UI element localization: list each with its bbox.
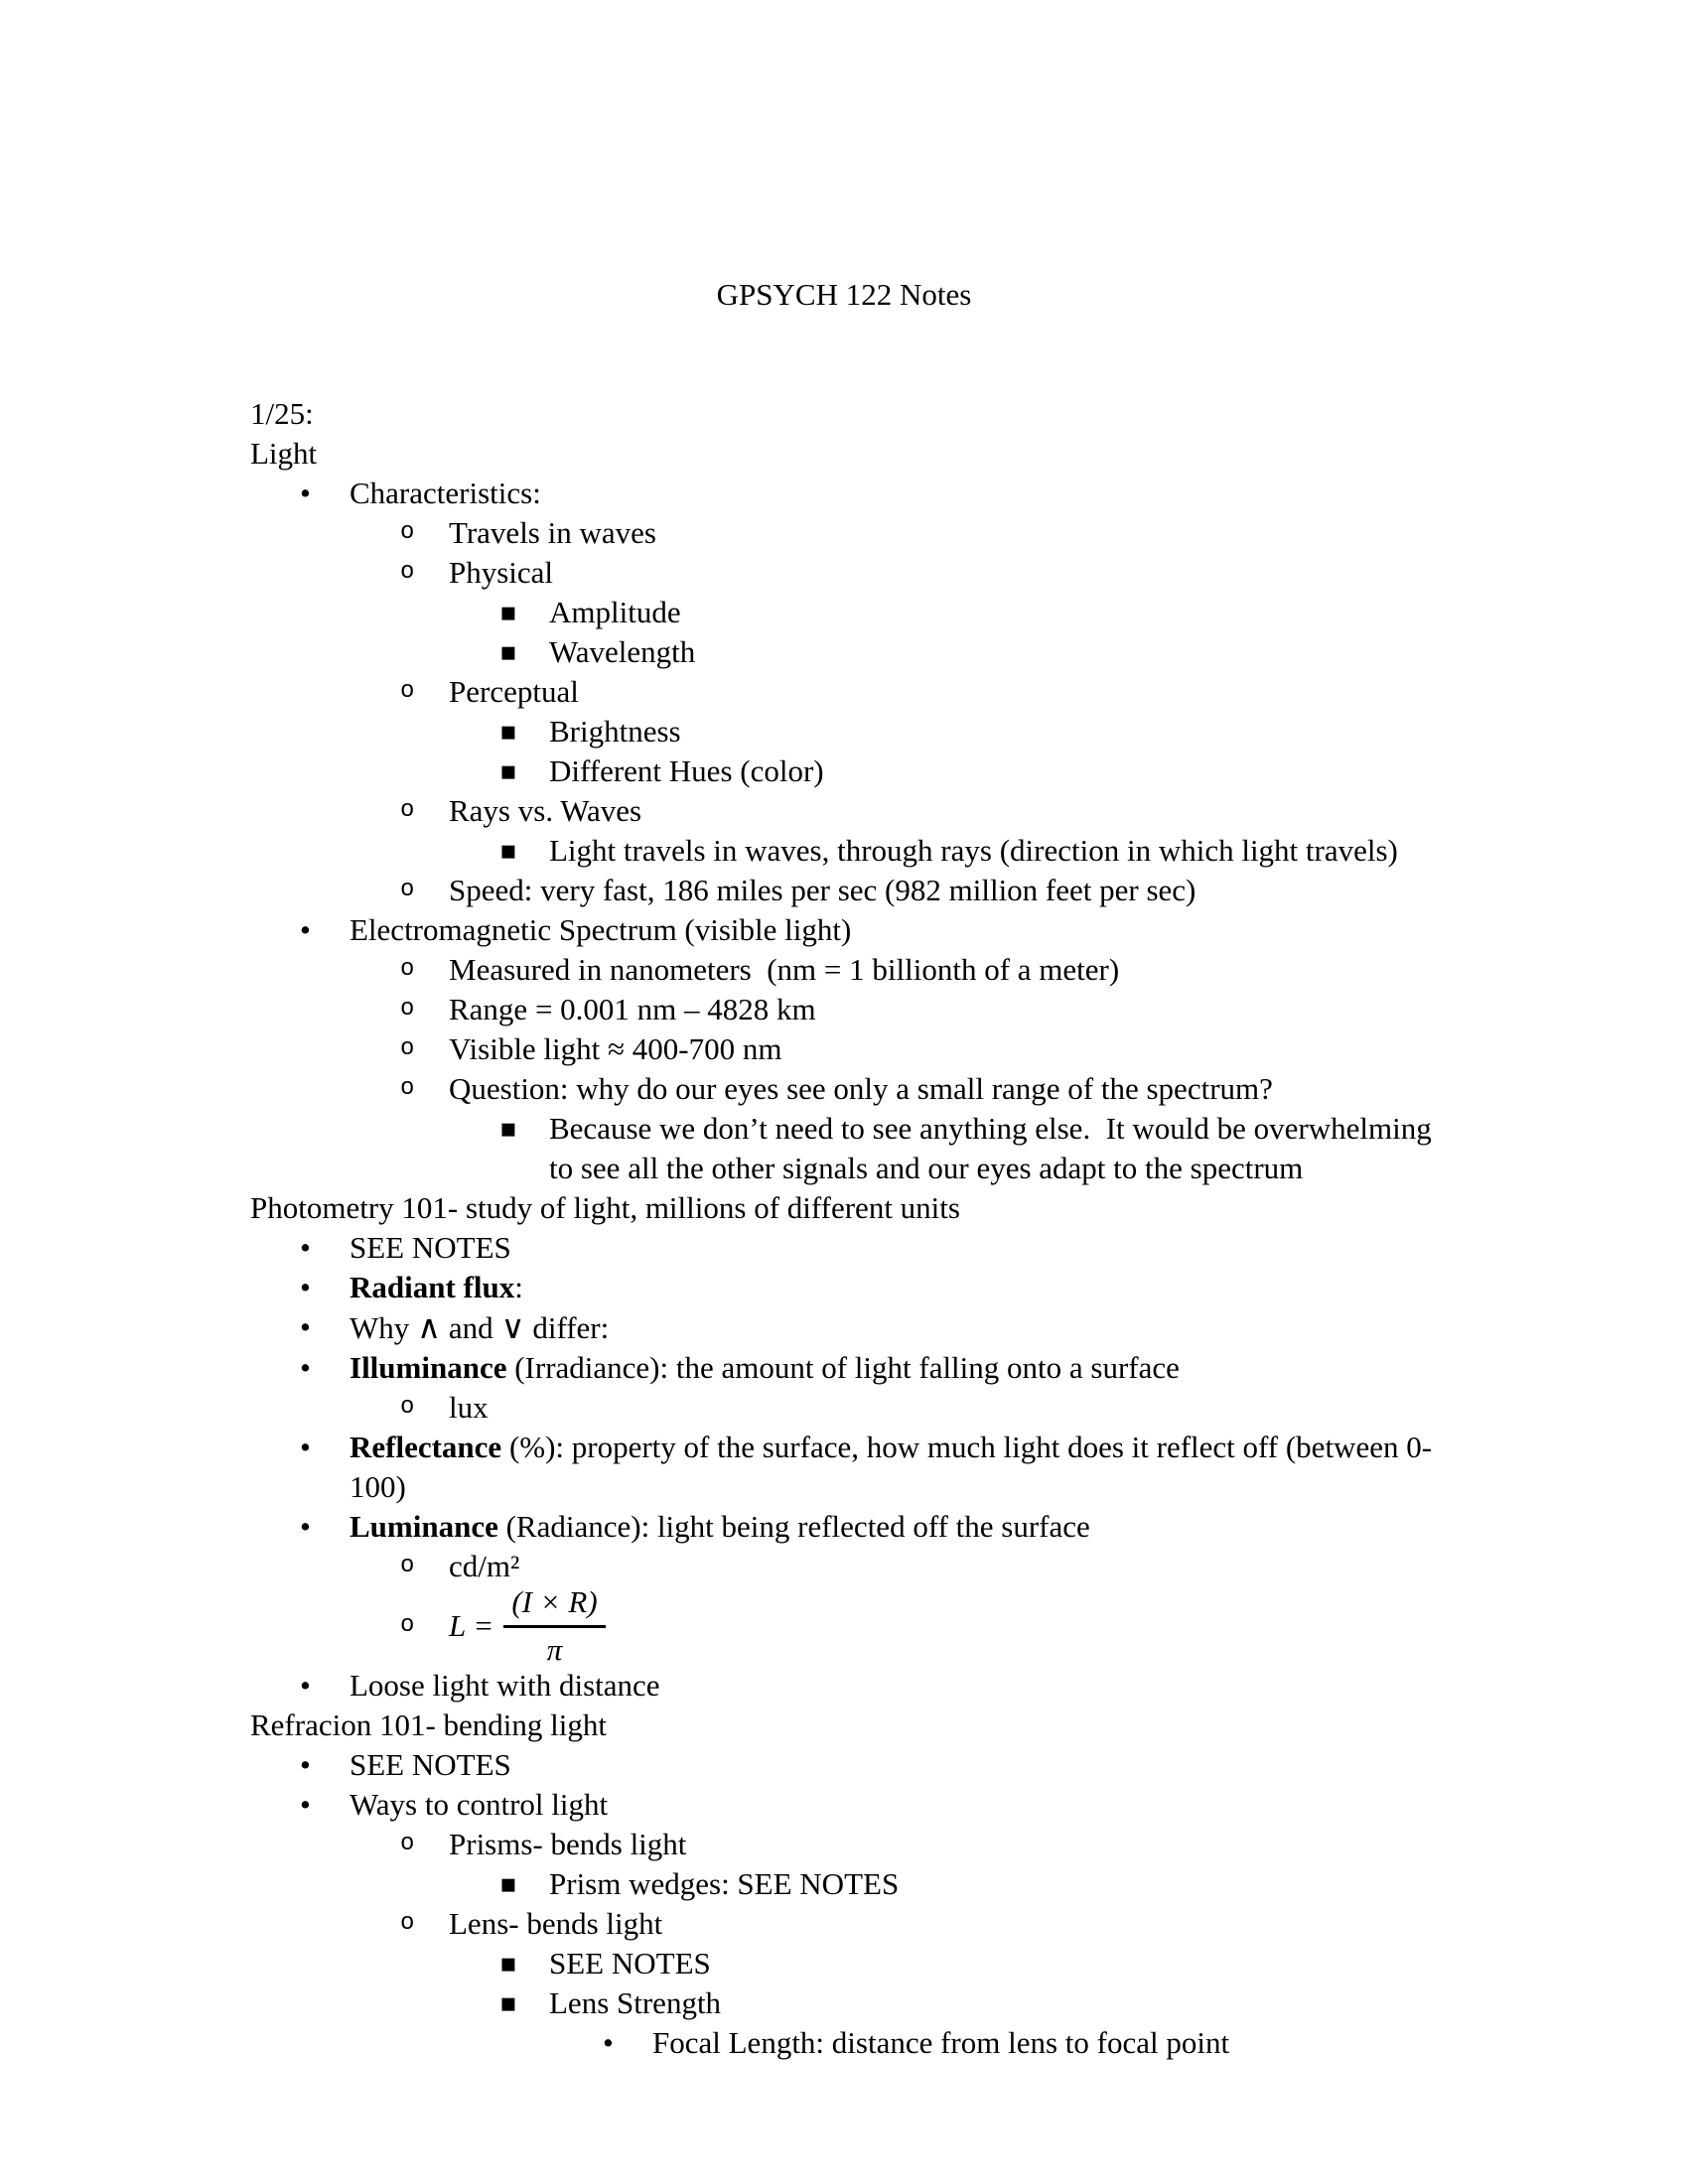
formula-numerator: (I × R) — [503, 1582, 605, 1628]
formula-line — [250, 1586, 1438, 1666]
math-symbol: ∨ — [500, 1307, 525, 1346]
bullet-circle-icon: o — [400, 1035, 415, 1062]
bullet-disc-icon: • — [300, 1309, 311, 1344]
bullet-circle-icon: o — [400, 519, 415, 546]
math-symbol: ∧ — [417, 1307, 442, 1346]
line-text: Different Hues (color) — [549, 753, 824, 788]
line-text: Loose light with distance — [350, 1668, 660, 1703]
bullet-circle-icon: o — [400, 1910, 415, 1937]
bullet-disc-icon: • — [300, 1747, 311, 1782]
bullet-square-icon: ▪ — [499, 598, 517, 627]
bullet-square-icon: ▪ — [499, 717, 517, 747]
list-item — [250, 1745, 1438, 1785]
list-item — [250, 632, 1438, 672]
bullet-square-icon: ▪ — [499, 836, 517, 866]
bullet-disc-icon: • — [300, 476, 311, 510]
bullet-circle-icon: o — [400, 559, 415, 586]
list-item — [250, 1547, 1438, 1586]
list-item — [250, 1307, 1438, 1348]
bullet-circle-icon: o — [400, 956, 415, 983]
bullet-circle-icon: o — [400, 1612, 415, 1639]
line-text: (Radiance): light being reflected off the surface — [497, 1509, 1090, 1544]
line-text: Lens- bends light — [449, 1906, 663, 1941]
bullet-circle-icon: o — [400, 678, 415, 705]
line-text: Travels in waves — [449, 515, 656, 550]
list-item — [250, 1825, 1438, 1864]
line-text: Refracion 101- bending light — [250, 1707, 607, 1742]
line-text: and — [441, 1310, 501, 1345]
line-text: Reflectance — [350, 1430, 502, 1464]
list-item — [250, 950, 1438, 990]
line-text: Rays vs. Waves — [449, 793, 642, 828]
bullet-square-icon: ▪ — [499, 637, 517, 667]
line-text: Characteristics: — [350, 476, 541, 510]
list-item — [250, 1785, 1438, 1825]
list-item — [250, 910, 1438, 950]
list-item — [250, 1268, 1438, 1307]
bullet-disc-icon: • — [300, 1270, 311, 1304]
bullet-disc-icon: • — [300, 1787, 311, 1822]
line-text: Photometry 101- study of light, millions of different units — [250, 1190, 960, 1225]
line-text: cd/m² — [449, 1549, 520, 1583]
luminance-formula — [449, 1586, 606, 1666]
formula-fraction — [503, 1582, 605, 1670]
bullet-circle-icon: o — [400, 1553, 415, 1579]
list-item — [250, 1944, 1438, 1983]
line-text: Prisms- bends light — [449, 1827, 687, 1861]
line-text: Lens Strength — [549, 1985, 722, 2020]
document-title: GPSYCH 122 Notes — [716, 277, 972, 312]
bullet-disc-icon: • — [300, 1430, 311, 1464]
bullet-disc-icon: • — [300, 1350, 311, 1385]
line-text: Perceptual — [449, 674, 579, 709]
line-text: (%): property of the surface, how much light does it reflect off (between 0-100) — [350, 1430, 1433, 1504]
bullet-disc-icon: • — [300, 1509, 311, 1544]
line-text: Measured in nanometers (nm = 1 billionth of a meter) — [449, 952, 1120, 987]
list-item — [250, 1983, 1438, 2023]
line-text: SEE NOTES — [350, 1230, 511, 1265]
list-item — [250, 1428, 1438, 1507]
line-text: Focal Length: distance from lens to focal point — [652, 2025, 1230, 2060]
line-text: (Irradiance): the amount of light falling onto a surface — [506, 1350, 1180, 1385]
line-text: Question: why do our eyes see only a small range of the spectrum? — [449, 1071, 1273, 1106]
line-text: differ: — [524, 1310, 610, 1345]
list-item — [250, 474, 1438, 513]
list-item — [250, 1507, 1438, 1547]
list-item — [250, 1348, 1438, 1388]
bullet-circle-icon: o — [400, 996, 415, 1023]
paragraph — [250, 1188, 1438, 1228]
line-text: Luminance — [350, 1509, 498, 1544]
bullet-square-icon: ▪ — [499, 1114, 517, 1144]
list-item — [250, 513, 1438, 553]
line-text: Radiant flux — [350, 1270, 515, 1304]
line-text: SEE NOTES — [549, 1946, 711, 1980]
list-item — [250, 593, 1438, 632]
list-item — [250, 831, 1438, 871]
paragraph — [250, 434, 1438, 474]
document-body — [250, 394, 1438, 2063]
formula-denominator: π — [546, 1632, 563, 1667]
list-item — [250, 672, 1438, 712]
line-text: SEE NOTES — [350, 1747, 511, 1782]
line-text: Speed: very fast, 186 miles per sec (982 million feet per sec) — [449, 873, 1196, 907]
paragraph — [250, 1706, 1438, 1745]
line-text: Electromagnetic Spectrum (visible light) — [350, 912, 852, 947]
list-item — [250, 1388, 1438, 1428]
line-text: Brightness — [549, 714, 681, 749]
line-text: Visible light ≈ 400-700 nm — [449, 1031, 782, 1066]
bullet-disc-icon: • — [300, 1668, 311, 1703]
bullet-square-icon: ▪ — [499, 1988, 517, 2018]
list-item — [250, 1029, 1438, 1069]
line-text: lux — [449, 1390, 489, 1425]
line-text: Amplitude — [549, 595, 681, 629]
list-item — [250, 990, 1438, 1029]
list-item — [250, 791, 1438, 831]
list-item — [250, 1069, 1438, 1109]
paragraph — [250, 394, 1438, 434]
bullet-circle-icon: o — [400, 1831, 415, 1857]
line-text: Prism wedges: SEE NOTES — [549, 1866, 900, 1901]
list-item — [250, 871, 1438, 910]
document-content — [250, 196, 1438, 2142]
line-text: Why — [350, 1310, 418, 1345]
bullet-circle-icon: o — [400, 1394, 415, 1421]
list-item — [250, 751, 1438, 791]
bullet-circle-icon: o — [400, 1075, 415, 1102]
bullet-square-icon: ▪ — [499, 756, 517, 786]
list-item — [250, 553, 1438, 593]
formula-lhs: L = — [449, 1608, 494, 1643]
bullet-square-icon: ▪ — [499, 1949, 517, 1979]
list-item — [250, 712, 1438, 751]
line-text: Wavelength — [549, 634, 696, 669]
bullet-square-icon: ▪ — [499, 1869, 517, 1899]
bullet-circle-icon: o — [400, 797, 415, 824]
line-text: Because we don’t need to see anything else. It would be overwhelming to see all the other signals and our eyes adapt to the spectrum — [549, 1111, 1440, 1185]
line-text: Light — [250, 436, 318, 471]
list-item — [250, 1666, 1438, 1706]
bullet-disc-icon: • — [603, 2025, 614, 2060]
bullet-disc-icon: • — [300, 1230, 311, 1265]
line-text: Range = 0.001 nm – 4828 km — [449, 992, 816, 1026]
list-item — [250, 1228, 1438, 1268]
bullet-circle-icon: o — [400, 877, 415, 903]
line-text: Light travels in waves, through rays (direction in which light travels) — [549, 833, 1398, 868]
list-item — [250, 1864, 1438, 1904]
list-item — [250, 1904, 1438, 1944]
bullet-disc-icon: • — [300, 912, 311, 947]
line-text: : — [514, 1270, 523, 1304]
line-text: Illuminance — [350, 1350, 507, 1385]
list-item — [250, 1109, 1438, 1188]
line-text: 1/25: — [250, 396, 314, 431]
line-text: Physical — [449, 555, 554, 590]
list-item — [250, 2023, 1438, 2063]
line-text: Ways to control light — [350, 1787, 609, 1822]
